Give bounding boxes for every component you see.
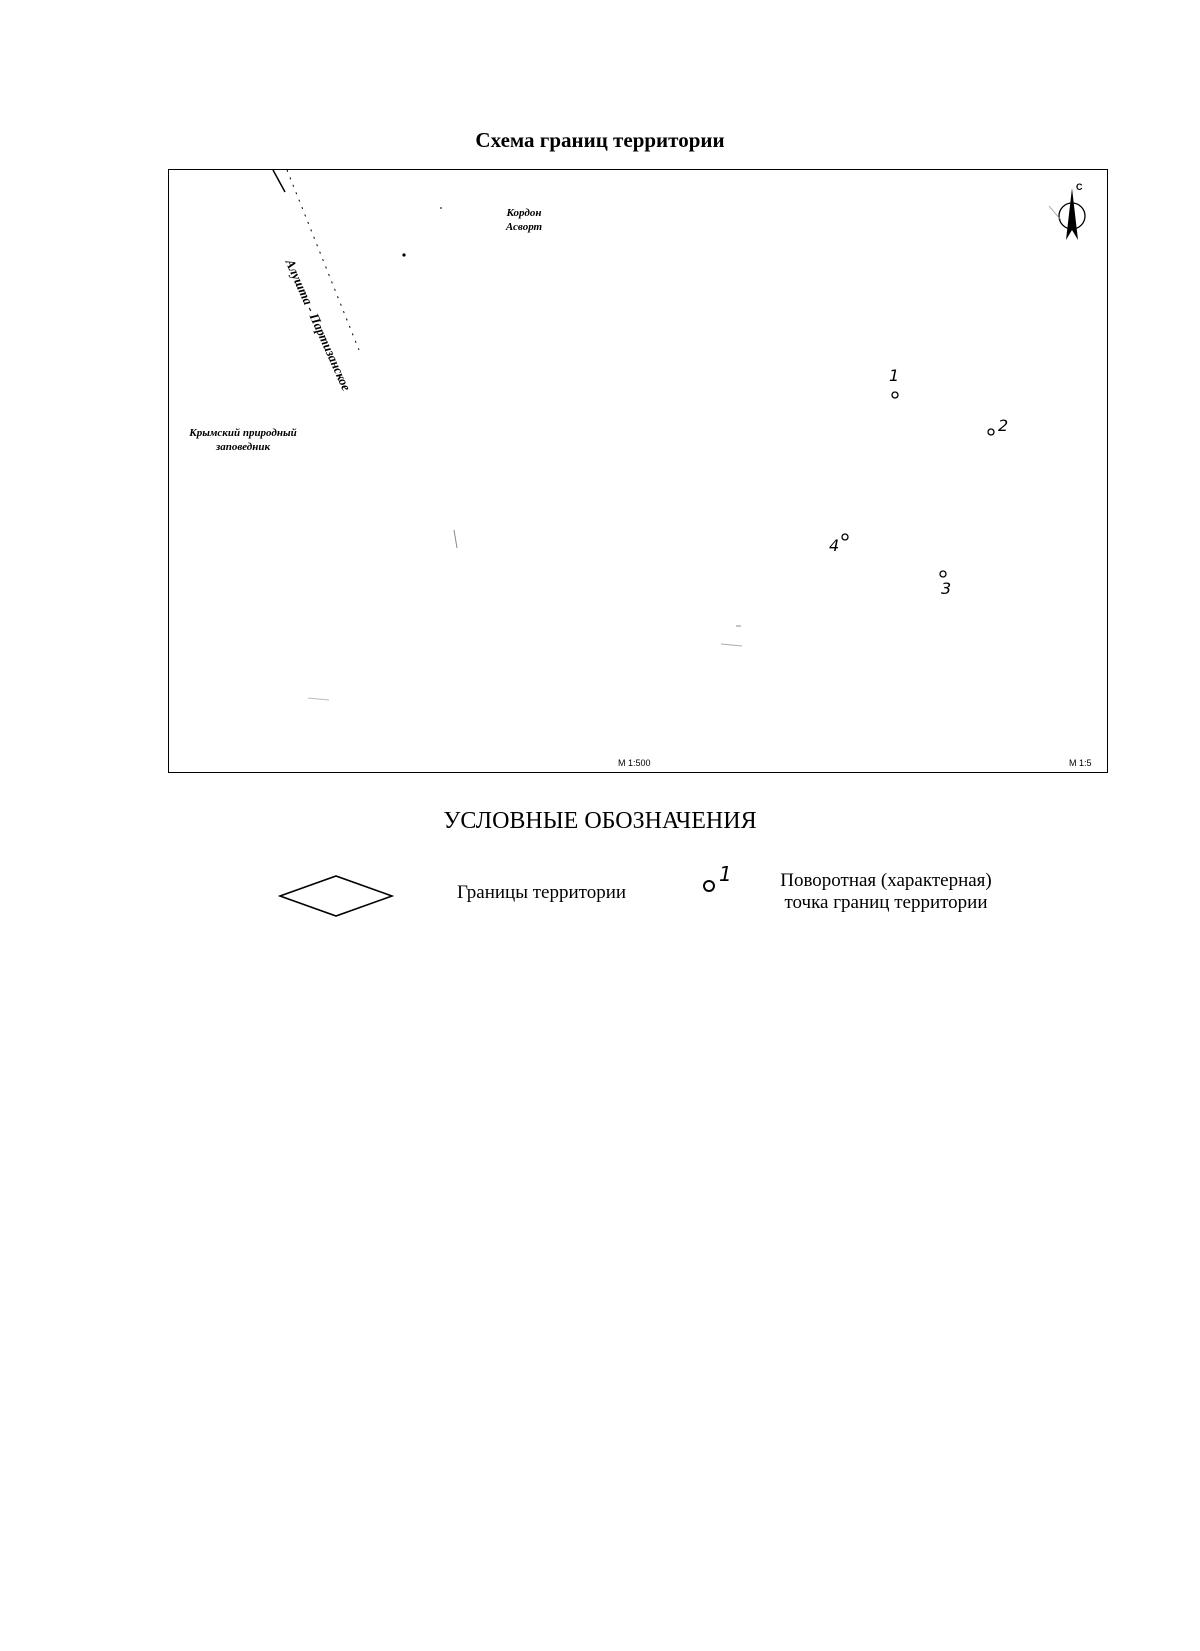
turning-point-1 [892,392,898,398]
legend-point-number: 1 [719,862,732,886]
map-mark [308,698,329,700]
north-label: С [1076,182,1083,192]
scale-right: М 1:5 [1069,758,1092,768]
scale-center: М 1:500 [618,758,651,768]
turning-point-icon [703,880,715,892]
turning-point-3 [940,571,946,577]
legend-point-text: Поворотная (характерная) точка границ территории [780,870,992,913]
point-label-4: 4 [829,536,840,555]
map-dot [440,207,442,209]
map-drawing [169,170,1109,774]
legend-boundary-text: Границы территории [457,882,627,903]
cordon-label: Кордон Асворт [505,207,543,233]
point-label-3: 3 [941,579,952,598]
turning-point-2 [988,429,994,435]
map-mark [454,530,457,548]
turning-point-4 [842,534,848,540]
map-mark [721,644,742,646]
map-area [168,169,1108,773]
reserve-label: Крымский природный заповедник [189,427,297,453]
north-arrow-icon [1049,188,1085,240]
map-dot [402,253,405,256]
page-title: Схема границ территории [475,128,725,152]
legend-title: УСЛОВНЫЕ ОБОЗНАЧЕНИЯ [443,808,757,834]
boundary-polygon-icon [278,874,394,918]
road-label: Алушта - Партизанское [282,256,355,393]
point-label-2: 2 [998,416,1009,435]
road-line [273,170,285,192]
point-label-1: 1 [889,366,900,385]
